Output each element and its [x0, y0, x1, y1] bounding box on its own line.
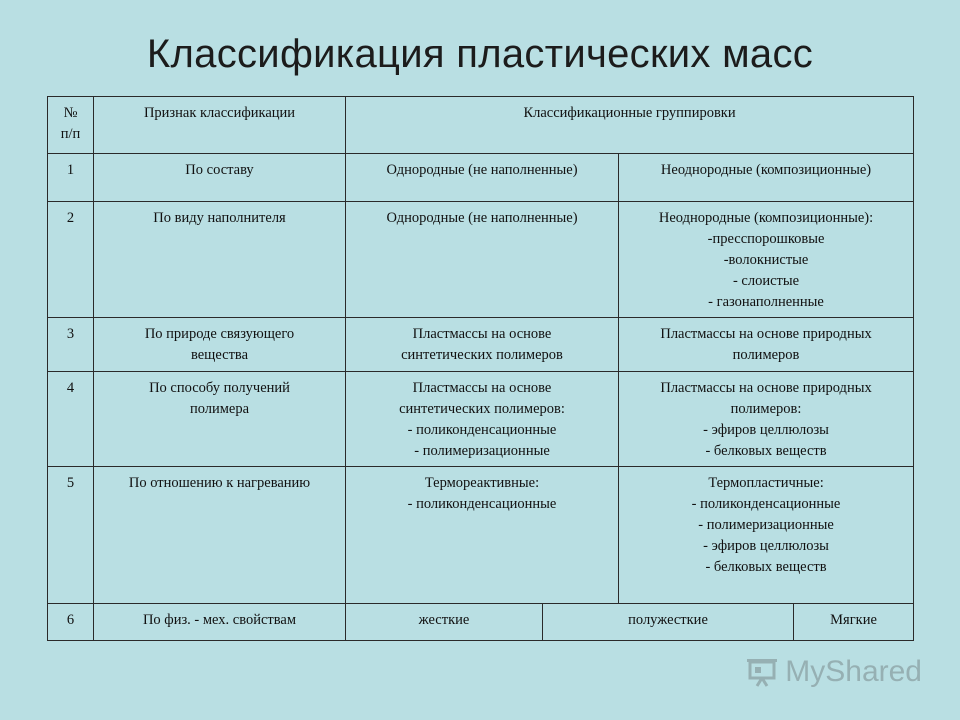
table-row — [48, 604, 914, 641]
header-feature: Признак классификации — [94, 97, 346, 154]
row-feature-line: По составу — [185, 162, 254, 178]
group-cell-right-line: -волокнистые — [723, 252, 809, 268]
row-feature — [94, 318, 346, 372]
group-cell-semirigid: полужесткие — [543, 604, 794, 641]
group-cell-right-line: - эфиров целлюлозы — [703, 538, 829, 554]
group-cell-left — [346, 202, 619, 318]
row-number: 4 — [48, 372, 94, 467]
table-row — [48, 202, 914, 318]
group-cell-right-line: полимеров — [732, 347, 800, 363]
group-cell-right-line: Пластмассы на основе природных — [660, 326, 872, 342]
group-cell-right — [619, 202, 914, 318]
watermark-text: MyShared — [785, 655, 922, 688]
row-feature-line: По природе связующего — [144, 326, 295, 342]
row-feature-line: По виду наполнителя — [153, 210, 286, 226]
row-feature — [94, 467, 346, 604]
table-row — [48, 467, 914, 604]
group-cell-right-line: полимеров: — [730, 401, 802, 417]
group-cell-left-line: - полимеризационные — [414, 443, 550, 459]
group-cell-left-line: синтетических полимеров — [401, 347, 563, 363]
group-cell-right-line: Неоднородные (композиционные): — [658, 210, 874, 226]
row-number: 3 — [48, 318, 94, 372]
watermark — [747, 655, 922, 689]
presentation-board-icon — [747, 657, 781, 687]
row-feature-line: вещества — [190, 347, 249, 363]
group-cell-right-line: - слоистые — [732, 273, 800, 289]
group-cell-left-line: - поликонденсационные — [407, 496, 557, 512]
group-cell-right-line: - белковых веществ — [705, 559, 827, 575]
group-cell-left — [346, 467, 619, 604]
group-cell-soft: Мягкие — [794, 604, 914, 641]
classification-table — [47, 96, 914, 641]
group-cell-right — [619, 318, 914, 372]
group-cell-left — [346, 154, 619, 202]
group-cell-right-line: -пресспорошковые — [707, 231, 825, 247]
row-feature — [94, 154, 346, 202]
group-cell-rigid: жесткие — [346, 604, 543, 641]
table-row — [48, 372, 914, 467]
group-cell-left-line: Термореактивные: — [424, 475, 540, 491]
group-cell-right-line: - поликонденсационные — [691, 496, 841, 512]
row-feature — [94, 372, 346, 467]
group-cell-right-line: - эфиров целлюлозы — [703, 422, 829, 438]
table-row — [48, 318, 914, 372]
group-cell-right-line: Термопластичные: — [708, 475, 824, 491]
row-feature — [94, 604, 346, 641]
group-cell-right — [619, 372, 914, 467]
group-cell-right-line: - белковых веществ — [705, 443, 827, 459]
group-cell-left — [346, 318, 619, 372]
group-cell-left-line: - поликонденсационные — [407, 422, 557, 438]
group-cell-right-line: Пластмассы на основе природных — [660, 380, 872, 396]
group-cell-right-line: Неоднородные (композиционные) — [660, 162, 872, 178]
group-cell-left-line: Пластмассы на основе — [412, 380, 552, 396]
header-num: № п/п — [48, 97, 94, 154]
table-row — [48, 154, 914, 202]
row-feature-line: По физ. - мех. свойствам — [142, 612, 297, 628]
group-cell-left-line: синтетических полимеров: — [399, 401, 565, 417]
group-cell-left-line: Однородные (не наполненные) — [386, 210, 578, 226]
table-header-row — [48, 97, 914, 154]
row-number: 6 — [48, 604, 94, 641]
group-cell-left — [346, 372, 619, 467]
group-cell-left-line: Пластмассы на основе — [412, 326, 552, 342]
row-feature-line: полимера — [189, 401, 250, 417]
group-cell-left-line: Однородные (не наполненные) — [386, 162, 578, 178]
header-groups: Классификационные группировки — [346, 97, 914, 154]
row-feature — [94, 202, 346, 318]
row-number: 1 — [48, 154, 94, 202]
group-cell-right — [619, 154, 914, 202]
group-cell-right-line: - полимеризационные — [698, 517, 834, 533]
group-cell-right-line: - газонаполненные — [708, 294, 824, 310]
slide-title: Классификация пластических масс — [146, 32, 814, 76]
row-number: 2 — [48, 202, 94, 318]
row-number: 5 — [48, 467, 94, 604]
group-cell-right — [619, 467, 914, 604]
row-feature-line: По отношению к нагреванию — [128, 475, 311, 491]
row-feature-line: По способу получений — [149, 380, 290, 396]
